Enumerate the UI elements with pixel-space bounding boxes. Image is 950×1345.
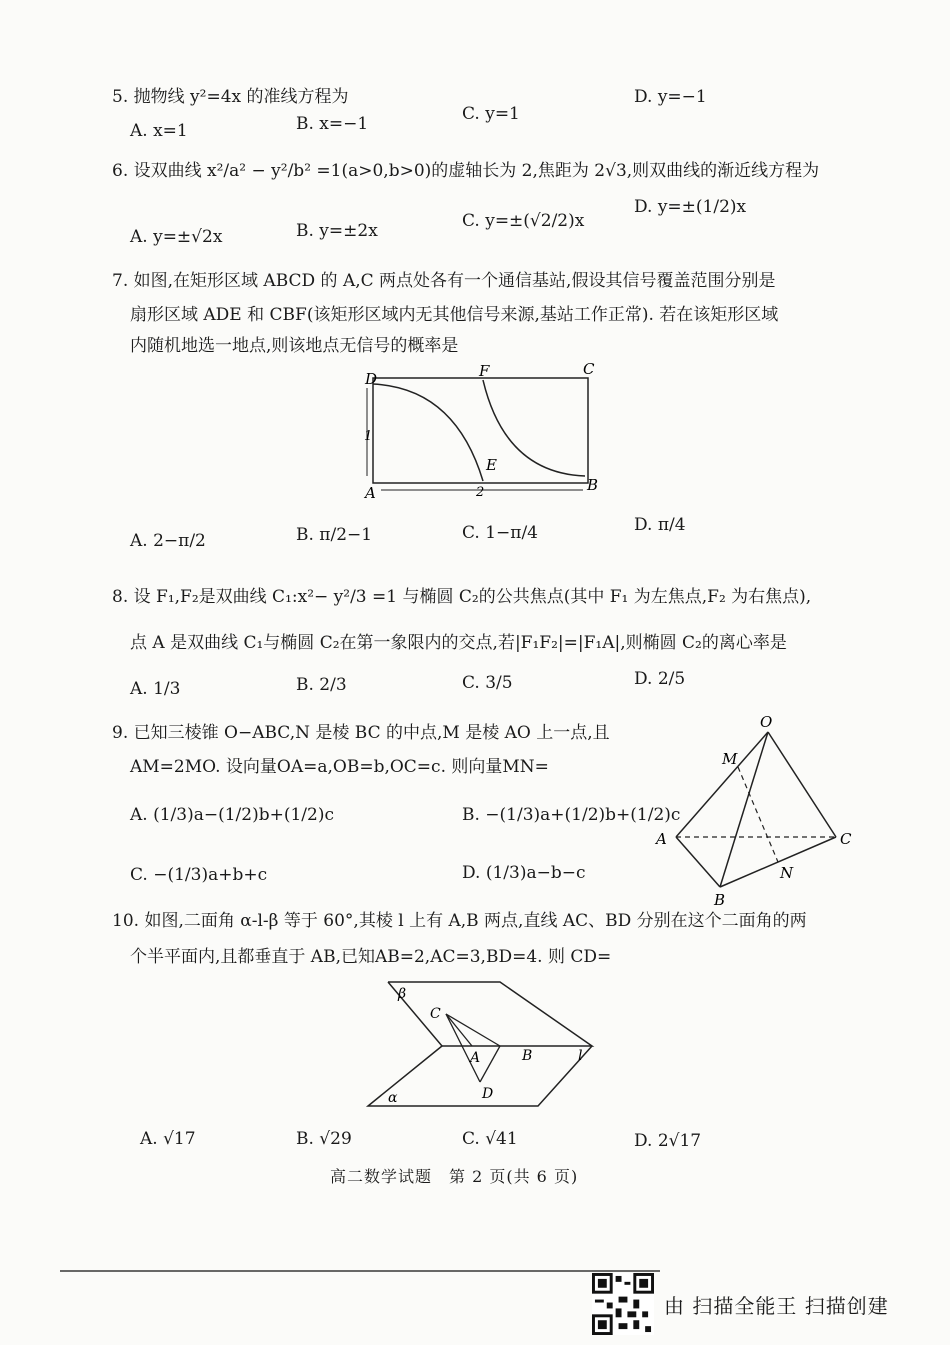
- fig7-side-1: 1: [364, 429, 373, 444]
- question-10-stem-line-2: 个半平面内,且都垂直于 AB,已知AB=2,AC=3,BD=4. 则 CD=: [130, 947, 612, 967]
- question-5-option-b: B. x=−1: [296, 114, 369, 134]
- question-7-option-d: D. π/4: [634, 515, 686, 535]
- bottom-divider: [60, 1270, 660, 1272]
- fig7-label-e: E: [486, 456, 497, 474]
- question-10-option-c: C. √41: [462, 1129, 518, 1149]
- question-5-option-c: C. y=1: [462, 104, 520, 124]
- question-7-stem-line-3: 内随机地选一地点,则该地点无信号的概率是: [130, 336, 459, 356]
- fig10-label-b: B: [522, 1048, 533, 1064]
- page-footer: 高二数学试题 第 2 页(共 6 页): [330, 1167, 579, 1186]
- fig10-label-beta: β: [398, 986, 407, 1002]
- fig10-label-l: l: [578, 1048, 583, 1064]
- question-5-stem: 5. 抛物线 y²=4x 的准线方程为: [112, 87, 349, 107]
- fig7-side-2: 2: [476, 485, 485, 500]
- question-9-option-d: D. (1/3)a−b−c: [462, 863, 586, 883]
- question-9-option-a: A. (1/3)a−(1/2)b+(1/2)c: [130, 805, 334, 825]
- question-8-option-b: B. 2/3: [296, 675, 347, 695]
- fig7-label-b: B: [587, 476, 599, 494]
- question-9-stem-line-1: 9. 已知三棱锥 O−ABC,N 是棱 BC 的中点,M 是棱 AO 上一点,且: [112, 723, 610, 743]
- fig7-label-c: C: [583, 360, 595, 378]
- fig10-label-a: A: [470, 1050, 481, 1066]
- question-9-option-b: B. −(1/3)a+(1/2)b+(1/2)c: [462, 805, 681, 825]
- question-8-stem-line-1: 8. 设 F₁,F₂是双曲线 C₁:x²− y²/3 =1 与椭圆 C₂的公共焦点(其中 F₁ 为左焦点,F₂ 为右焦点),: [112, 587, 812, 607]
- question-5-option-d: D. y=−1: [634, 87, 707, 107]
- question-6-option-a: A. y=±√2x: [130, 227, 223, 247]
- fig7-label-d: D: [365, 370, 378, 388]
- question-6-option-d: D. y=±(1/2)x: [634, 197, 747, 217]
- fig9-label-a: A: [656, 830, 667, 848]
- question-10-stem-line-1: 10. 如图,二面角 α-l-β 等于 60°,其棱 l 上有 A,B 两点,直线 AC、BD 分别在这个二面角的两: [112, 911, 807, 931]
- fig9-label-o: O: [760, 713, 773, 731]
- fig9-label-c: C: [840, 830, 852, 848]
- question-7-stem-line-2: 扇形区域 ADE 和 CBF(该矩形区域内无其他信号来源,基站工作正常). 若在该矩形区域: [130, 305, 779, 325]
- fig9-label-n: N: [780, 864, 794, 882]
- question-8-option-d: D. 2/5: [634, 669, 686, 689]
- figure-7-rectangle: [355, 358, 605, 504]
- question-10-option-b: B. √29: [296, 1129, 352, 1149]
- question-7-option-c: C. 1−π/4: [462, 523, 538, 543]
- question-7-option-a: A. 2−π/2: [130, 531, 206, 551]
- fig10-label-alpha: α: [388, 1090, 398, 1106]
- scanner-watermark: 由 扫描全能王 扫描创建: [664, 1294, 889, 1318]
- fig9-label-m: M: [722, 750, 738, 768]
- question-6-option-c: C. y=±(√2/2)x: [462, 211, 585, 231]
- figure-9-tetrahedron: [650, 712, 860, 908]
- question-9-stem-line-2: AM=2MO. 设向量OA=a,OB=b,OC=c. 则向量MN=: [130, 757, 549, 777]
- qr-code-icon: [592, 1273, 654, 1335]
- question-6-option-b: B. y=±2x: [296, 221, 378, 241]
- question-7-stem-line-1: 7. 如图,在矩形区域 ABCD 的 A,C 两点处各有一个通信基站,假设其信号覆盖范围分别是: [112, 271, 776, 291]
- fig7-label-a: A: [365, 484, 376, 502]
- question-10-option-a: A. √17: [140, 1129, 196, 1149]
- question-9-option-c: C. −(1/3)a+b+c: [130, 865, 268, 885]
- question-8-option-c: C. 3/5: [462, 673, 513, 693]
- fig10-label-d: D: [482, 1086, 494, 1102]
- question-8-option-a: A. 1/3: [130, 679, 181, 699]
- question-7-option-b: B. π/2−1: [296, 525, 373, 545]
- question-5-option-a: A. x=1: [130, 121, 188, 141]
- question-8-stem-line-2: 点 A 是双曲线 C₁与椭圆 C₂在第一象限内的交点,若|F₁F₂|=|F₁A|,则椭圆 C₂的离心率是: [130, 633, 787, 653]
- figure-10-dihedral-angle: [360, 972, 620, 1118]
- question-10-option-d: D. 2√17: [634, 1131, 702, 1151]
- fig7-label-f: F: [479, 362, 490, 380]
- fig10-label-c: C: [430, 1006, 441, 1022]
- question-6-stem: 6. 设双曲线 x²/a² − y²/b² =1(a>0,b>0)的虚轴长为 2,焦距为 2√3,则双曲线的渐近线方程为: [112, 161, 820, 181]
- fig9-label-b: B: [714, 891, 726, 908]
